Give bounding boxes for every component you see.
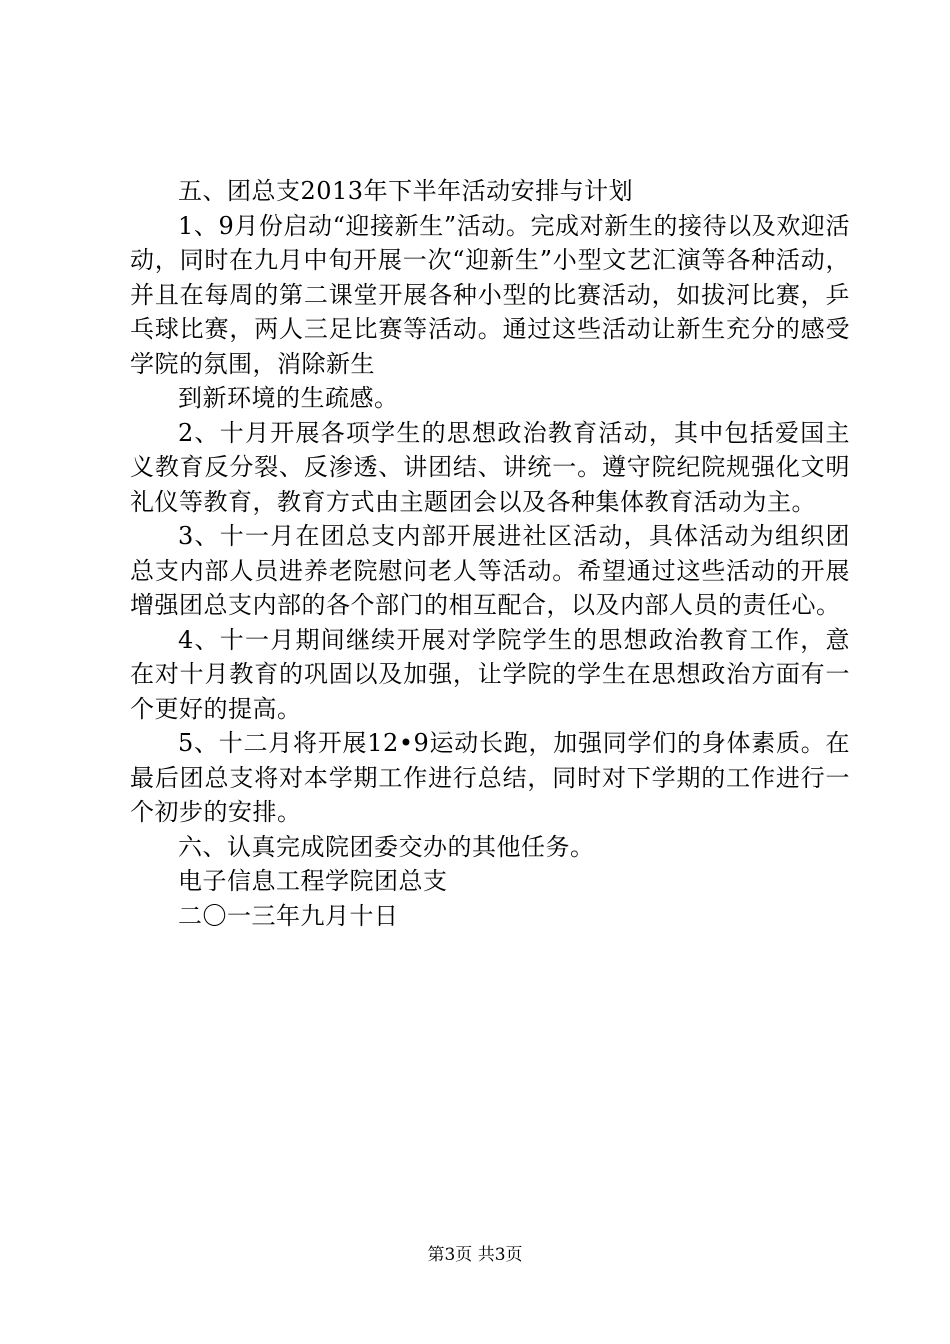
page-footer [0, 1243, 950, 1267]
plan-item-5: 5、十二月将开展12•9运动长跑，加强同学们的身体素质。在最后团总支将对本学期工作进行总结，同时对下学期的工作进行一个初步的安排。 [130, 729, 850, 826]
plan-item-1: 1、9月份启动“迎接新生”活动。完成对新生的接待以及欢迎活动，同时在九月中旬开展一次“迎新生”小型文艺汇演等各种活动，并且在每周的第二课堂开展各种小型的比赛活动，如拔河比赛，乒乓球比赛，两人三足比赛等活动。通过这些活动让新生充分的感受学院的氛围，消除新生 [130, 211, 850, 378]
plan-item-1-continued: 到新环境的生疏感。 [178, 384, 399, 412]
section-six-heading: 六、认真完成院团委交办的其他任务。 [178, 832, 595, 861]
plan-item-4: 4、十一月期间继续开展对学院学生的思想政治教育工作，意在对十月教育的巩固以及加强，让学院的学生在思想政治方面有一个更好的提高。 [130, 625, 850, 723]
page-number: 第3页 共3页 [427, 1245, 523, 1265]
signature-date: 二〇一三年九月十日 [178, 901, 399, 930]
plan-item-3: 3、十一月在团总支内部开展进社区活动，具体活动为组织团总支内部人员进养老院慰问老人等活动。希望通过这些活动的开展增强团总支内部的各个部门的相互配合，以及内部人员的责任心。 [130, 522, 850, 619]
plan-item-2: 2、十月开展各项学生的思想政治教育活动，其中包括爱国主义教育反分裂、反渗透、讲团结、讲统一。遵守院纪院规强化文明礼仪等教育，教育方式由主题团会以及各种集体教育活动为主。 [130, 418, 850, 516]
signature-organization: 电子信息工程学院团总支 [178, 867, 448, 895]
document-body [130, 174, 850, 933]
section-five-heading: 五、团总支2013年下半年活动安排与计划 [178, 177, 634, 205]
